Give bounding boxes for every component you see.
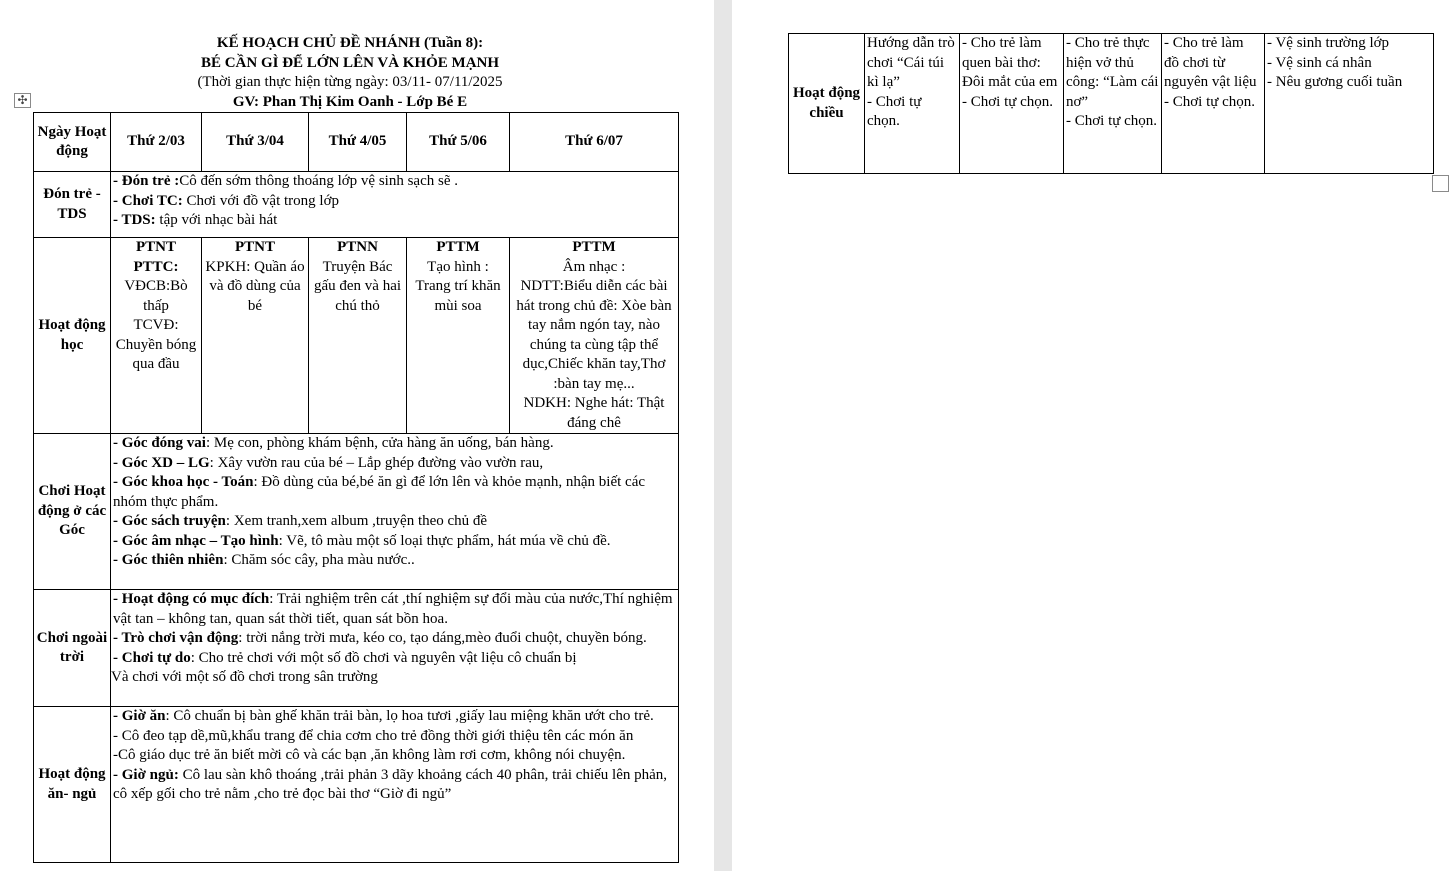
- afternoon-cell-mon: [865, 34, 960, 174]
- afternoon-table: [788, 33, 1434, 174]
- title-line-2: BÉ CẦN GÌ ĐỂ LỚN LÊN VÀ KHỎE MẠNH: [200, 54, 500, 71]
- resize-handle-icon[interactable]: [1432, 175, 1449, 192]
- teacher-line: GV: Phan Thị Kim Oanh - Lớp Bé E: [232, 93, 468, 110]
- row-label-ngoai-troi: Chơi ngoài trời: [34, 590, 111, 707]
- lesson-head: PTNN: [337, 239, 378, 255]
- afternoon-cell-tue: [960, 34, 1064, 174]
- afternoon-line: - Cho trẻ thực hiện vở thủ công: “Làm cái nơ”: [1066, 35, 1159, 110]
- lesson-cell-thu: [407, 238, 510, 434]
- left-page: [0, 0, 714, 871]
- goc-bold: - Góc âm nhạc – Tạo hình: [113, 532, 279, 549]
- afternoon-line: - Chơi tự chọn.: [867, 93, 922, 129]
- afternoon-line: - Nêu gương cuối tuần: [1267, 74, 1403, 90]
- tds-text: tập với nhạc bài hát: [155, 212, 278, 228]
- afternoon-line: Hướng dẫn trò chơi “Cái túi kì lạ”: [867, 35, 955, 90]
- row-label-choi-goc: Chơi Hoạt động ở các Góc: [34, 434, 111, 590]
- header-row: [34, 113, 679, 172]
- afternoon-row: [789, 34, 1434, 174]
- plan-header: [120, 34, 580, 112]
- day-header-fri: Thứ 6/07: [510, 113, 679, 172]
- goc-text: : Đồ dùng của bé,bé ăn gì để lớn lên và khỏe mạnh, nhận biết các nhóm thực phẩm.: [113, 474, 646, 510]
- row-label-afternoon: Hoạt động chiều: [789, 34, 865, 174]
- corner-header: Ngày Hoạt động: [34, 113, 111, 172]
- hoat-dong-hoc-row: [34, 238, 679, 434]
- time-line: (Thời gian thực hiện từng ngày: 03/11- 07/11/2025: [197, 74, 503, 90]
- an-ngu-text: Cô lau sàn khô thoáng ,trải phản 3 dãy khoảng cách 40 phân, trải chiếu lên phản, cô xếp gối cho trẻ nằm ,cho trẻ đọc bài thơ “Giờ đi ngủ”: [113, 766, 668, 802]
- lesson-head: PTNT: [135, 239, 176, 255]
- lesson-line: PTTC:: [133, 258, 179, 275]
- weekly-plan-table: [33, 112, 679, 863]
- goc-bold: - Góc khoa học - Toán: [113, 474, 254, 490]
- an-ngu-bold: - Giờ ăn: [113, 708, 166, 724]
- afternoon-line: - Cho trẻ làm đồ chơi từ nguyên vật liệu: [1164, 35, 1257, 90]
- lesson-line: KPKH: Quần áo và đồ dùng của bé: [205, 258, 305, 314]
- lesson-cell-mon: [111, 238, 202, 434]
- ngoai-troi-text: : trời nắng trời mưa, kéo co, tạo dáng,mèo đuổi chuột, chuyền bóng.: [238, 630, 647, 646]
- page-gap: [714, 0, 732, 871]
- day-header-mon: Thứ 2/03: [111, 113, 202, 172]
- goc-bold: - Góc sách truyện: [113, 513, 226, 529]
- lesson-line: VĐCB:Bò thấp: [124, 278, 188, 314]
- lesson-line: Truyện Bác gấu đen và hai chú thỏ: [313, 258, 402, 314]
- choi-tc-text: Chơi với đồ vật trong lớp: [182, 192, 340, 209]
- goc-text: : Mẹ con, phòng khám bệnh, cửa hàng ăn uống, bán hàng.: [205, 435, 554, 451]
- goc-text: : Chăm sóc cây, pha màu nước..: [223, 552, 415, 568]
- ngoai-troi-row: [34, 590, 679, 707]
- day-header-tue: Thứ 3/04: [202, 113, 309, 172]
- an-ngu-text: -Cô giáo dục trẻ ăn biết mời cô và các bạn ,ăn không làm rơi cơm, không nói chuyện.: [113, 747, 626, 763]
- row-label-hoat-dong-hoc: Hoạt động học: [34, 238, 111, 434]
- ngoai-troi-bold: - Hoạt động có mục đích: [113, 591, 270, 607]
- goc-bold: - Góc thiên nhiên: [113, 552, 224, 568]
- lesson-line: Âm nhạc :: [562, 258, 626, 275]
- ngoai-troi-text: : Cho trẻ chơi với một số đồ chơi và nguyên vật liệu cô chuẩn bị: [190, 649, 577, 666]
- don-tre-bold: - Đón trẻ :: [113, 173, 180, 189]
- don-tre-row: [34, 172, 679, 238]
- lesson-cell-wed: [309, 238, 407, 434]
- goc-bold: - Góc đóng vai: [113, 435, 206, 451]
- ngoai-troi-content: [111, 590, 679, 707]
- afternoon-line: - Chơi tự chọn.: [1164, 93, 1256, 110]
- an-ngu-row: [34, 707, 679, 863]
- an-ngu-content: [111, 707, 679, 863]
- ngoai-troi-text: Và chơi với một số đồ chơi trong sân trường: [111, 669, 378, 685]
- choi-tc-bold: - Chơi TC:: [113, 192, 183, 209]
- afternoon-line: - Cho trẻ làm quen bài thơ: Đôi mắt của em: [962, 35, 1058, 90]
- an-ngu-text: - Cô đeo tạp dề,mũ,khẩu trang để chia cơm cho trẻ đồng thời giới thiệu tên các món ăn: [113, 727, 634, 744]
- goc-text: : Xem tranh,xem album ,truyện theo chủ đề: [225, 513, 488, 529]
- goc-bold: - Góc XD – LG: [113, 454, 210, 471]
- afternoon-line: - Vệ sinh cá nhân: [1267, 54, 1372, 71]
- right-page: [732, 0, 1453, 871]
- title-line-1: KẾ HOẠCH CHỦ ĐỀ NHÁNH (Tuần 8):: [216, 35, 484, 51]
- choi-goc-row: [34, 434, 679, 590]
- row-label-don-tre: Đón trẻ -TDS: [34, 172, 111, 238]
- choi-goc-content: [111, 434, 679, 590]
- afternoon-line: - Chơi tự chọn.: [1066, 113, 1158, 129]
- don-tre-content: [111, 172, 679, 238]
- afternoon-line: - Chơi tự chọn.: [962, 93, 1054, 110]
- lesson-cell-tue: [202, 238, 309, 434]
- afternoon-cell-thu: [1162, 34, 1265, 174]
- lesson-line: TCVĐ: Chuyền bóng qua đầu: [115, 317, 197, 372]
- ngoai-troi-bold: - Trò chơi vận động: [113, 630, 239, 646]
- an-ngu-bold: - Giờ ngủ:: [113, 766, 179, 783]
- lesson-head: PTTM: [436, 239, 480, 255]
- day-header-thu: Thứ 5/06: [407, 113, 510, 172]
- row-label-an-ngu: Hoạt động ăn- ngủ: [34, 707, 111, 863]
- lesson-head: PTNT: [234, 239, 275, 255]
- afternoon-line: - Vệ sinh trường lớp: [1267, 35, 1390, 51]
- goc-text: : Vẽ, tô màu một số loại thực phẩm, hát múa về chủ đề.: [278, 532, 611, 549]
- an-ngu-text: : Cô chuẩn bị bàn ghế khăn trải bàn, lọ hoa tươi ,giấy lau miệng khăn ướt cho trẻ.: [165, 708, 654, 724]
- day-header-wed: Thứ 4/05: [309, 113, 407, 172]
- afternoon-cell-fri: [1265, 34, 1434, 174]
- ngoai-troi-text: : Trải nghiệm trên cát ,thí nghiệm sự đổi màu của nước,Thí nghiệm vật tan – không tan, quan sát thời tiết, quan sát bồn hoa.: [113, 591, 673, 627]
- ngoai-troi-bold: - Chơi tự do: [113, 649, 191, 666]
- lesson-line: NDTT:Biểu diễn các bài hát trong chủ đề: Xòe bàn tay nắm ngón tay, nào chúng ta cùng tập thể dục,Chiếc khăn tay,Thơ :bàn tay mẹ...: [516, 278, 672, 392]
- don-tre-text: Cô đến sớm thông thoáng lớp vệ sinh sạch sẽ .: [179, 173, 458, 189]
- afternoon-cell-wed: [1064, 34, 1162, 174]
- lesson-head: PTTM: [572, 239, 616, 255]
- goc-text: : Xây vườn rau của bé – Lắp ghép đường vào vườn rau,: [209, 454, 544, 471]
- lesson-line: Tạo hình : Trang trí khăn mùi soa: [415, 258, 501, 314]
- lesson-line: NDKH: Nghe hát: Thật đáng chê: [523, 395, 665, 431]
- move-icon[interactable]: ✣: [14, 93, 31, 108]
- tds-bold: - TDS:: [113, 212, 156, 228]
- lesson-cell-fri: [510, 238, 679, 434]
